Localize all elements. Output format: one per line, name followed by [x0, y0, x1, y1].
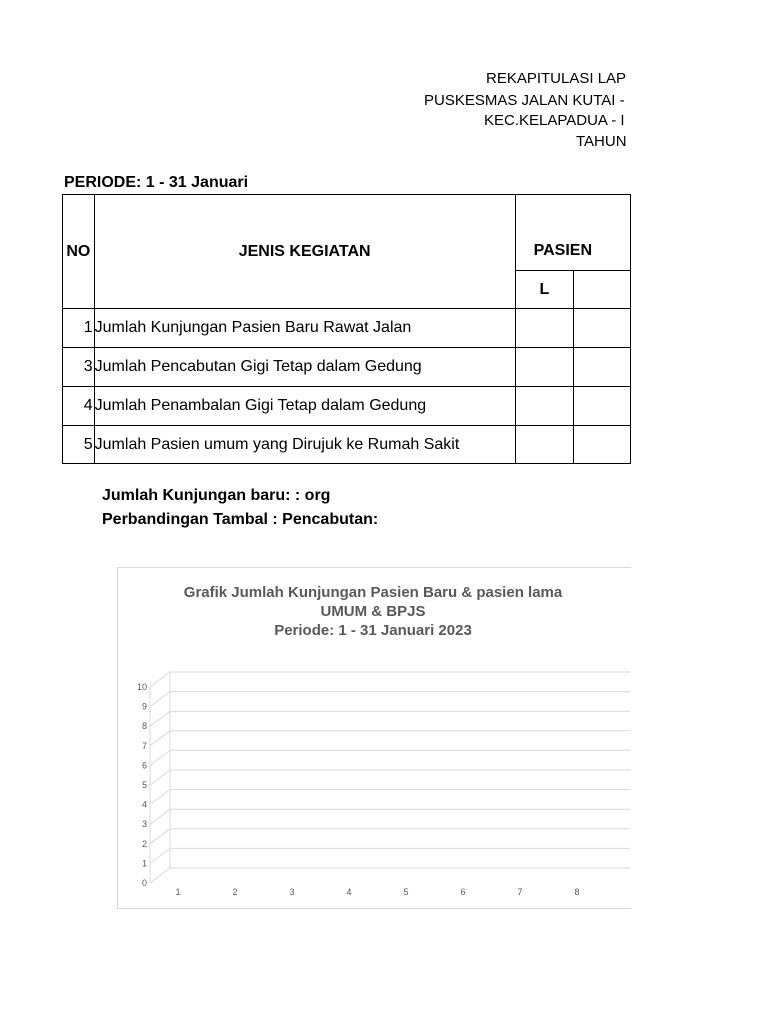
row-label: Jumlah Kunjungan Pasien Baru Rawat Jalan [94, 309, 515, 348]
summary-perbandingan: Perbandingan Tambal : Pencabutan: [102, 511, 379, 528]
row-cell-p [574, 348, 631, 387]
chart-gridline [150, 731, 630, 746]
row-label: Jumlah Pencabutan Gigi Tetap dalam Gedung [94, 348, 515, 387]
row-cell-l [515, 309, 574, 348]
chart-x-tick-label: 1 [175, 887, 181, 897]
chart-plot-area [118, 568, 631, 908]
chart-x-tick-label: 3 [289, 887, 295, 897]
summary-kunjungan: Jumlah Kunjungan baru: : org [102, 487, 331, 504]
row-cell-p [574, 426, 631, 464]
chart-x-tick-label: 8 [574, 887, 580, 897]
periode-label: PERIODE: 1 - 31 Januari [64, 174, 249, 191]
chart-title: Grafik Jumlah Kunjungan Pasien Baru & pasien lama [183, 584, 563, 601]
report-title-line-1: REKAPITULASI LAP [486, 70, 627, 87]
header-spacer [515, 195, 630, 233]
chart-y-tick-label: 3 [141, 819, 147, 830]
col-header-l: L [515, 271, 574, 309]
report-title-line-3: KEC.KELAPADUA - I [484, 112, 625, 129]
chart-y-tick-label: 2 [141, 838, 147, 849]
chart-period: Periode: 1 - 31 Januari 2023 [274, 622, 472, 639]
chart-gridline [150, 770, 630, 785]
chart-gridline [150, 750, 630, 765]
chart-gridline [150, 829, 630, 844]
chart-y-tick-label: 4 [141, 799, 147, 810]
row-label: Jumlah Penambalan Gigi Tetap dalam Gedung [94, 387, 515, 426]
chart-y-tick-label: 5 [141, 780, 147, 790]
col-header-jenis-kegiatan: JENIS KEGIATAN [94, 195, 515, 309]
chart-y-tick-label: 1 [141, 858, 147, 869]
row-cell-l [515, 426, 574, 464]
table-row [63, 348, 631, 387]
col-header-no: NO [63, 195, 95, 309]
table-row [63, 426, 631, 464]
chart-gridline [150, 809, 630, 824]
chart-gridline [150, 868, 630, 883]
chart-gridline [150, 848, 630, 863]
table-row [63, 309, 631, 348]
row-no: 3 [63, 348, 95, 387]
row-no: 4 [63, 387, 95, 426]
chart-gridline [150, 790, 630, 805]
chart-gridline [150, 672, 630, 687]
chart-y-tick-label: 9 [141, 701, 147, 712]
row-cell-l [515, 387, 574, 426]
chart-x-tick-label: 4 [346, 887, 352, 897]
report-title-line-2: PUSKESMAS JALAN KUTAI - [424, 92, 625, 109]
chart [117, 567, 631, 909]
chart-y-tick-label: 8 [141, 721, 147, 732]
col-header-p [574, 271, 631, 309]
row-no: 5 [63, 426, 95, 464]
chart-gridline [150, 692, 630, 707]
chart-y-tick-label: 6 [141, 760, 147, 771]
chart-gridline [150, 711, 630, 726]
chart-y-tick-label: 7 [141, 740, 147, 751]
chart-x-tick-label: 7 [517, 887, 523, 897]
chart-x-tick-label: 5 [403, 887, 409, 897]
chart-x-tick-label: 2 [232, 887, 238, 897]
table-row [63, 387, 631, 426]
chart-y-tick-label: 0 [141, 878, 147, 888]
report-title-line-4: TAHUN [576, 133, 627, 150]
chart-x-tick-label: 6 [460, 887, 466, 897]
row-cell-p [574, 309, 631, 348]
row-cell-p [574, 387, 631, 426]
row-label: Jumlah Pasien umum yang Dirujuk ke Rumah Sakit [94, 426, 515, 464]
chart-y-tick-label: 10 [136, 682, 147, 692]
chart-subtitle: UMUM & BPJS [320, 603, 426, 620]
row-no: 1 [63, 309, 95, 348]
rekap-table [62, 194, 631, 464]
col-header-pasien: PASIEN [515, 233, 630, 271]
row-cell-l [515, 348, 574, 387]
